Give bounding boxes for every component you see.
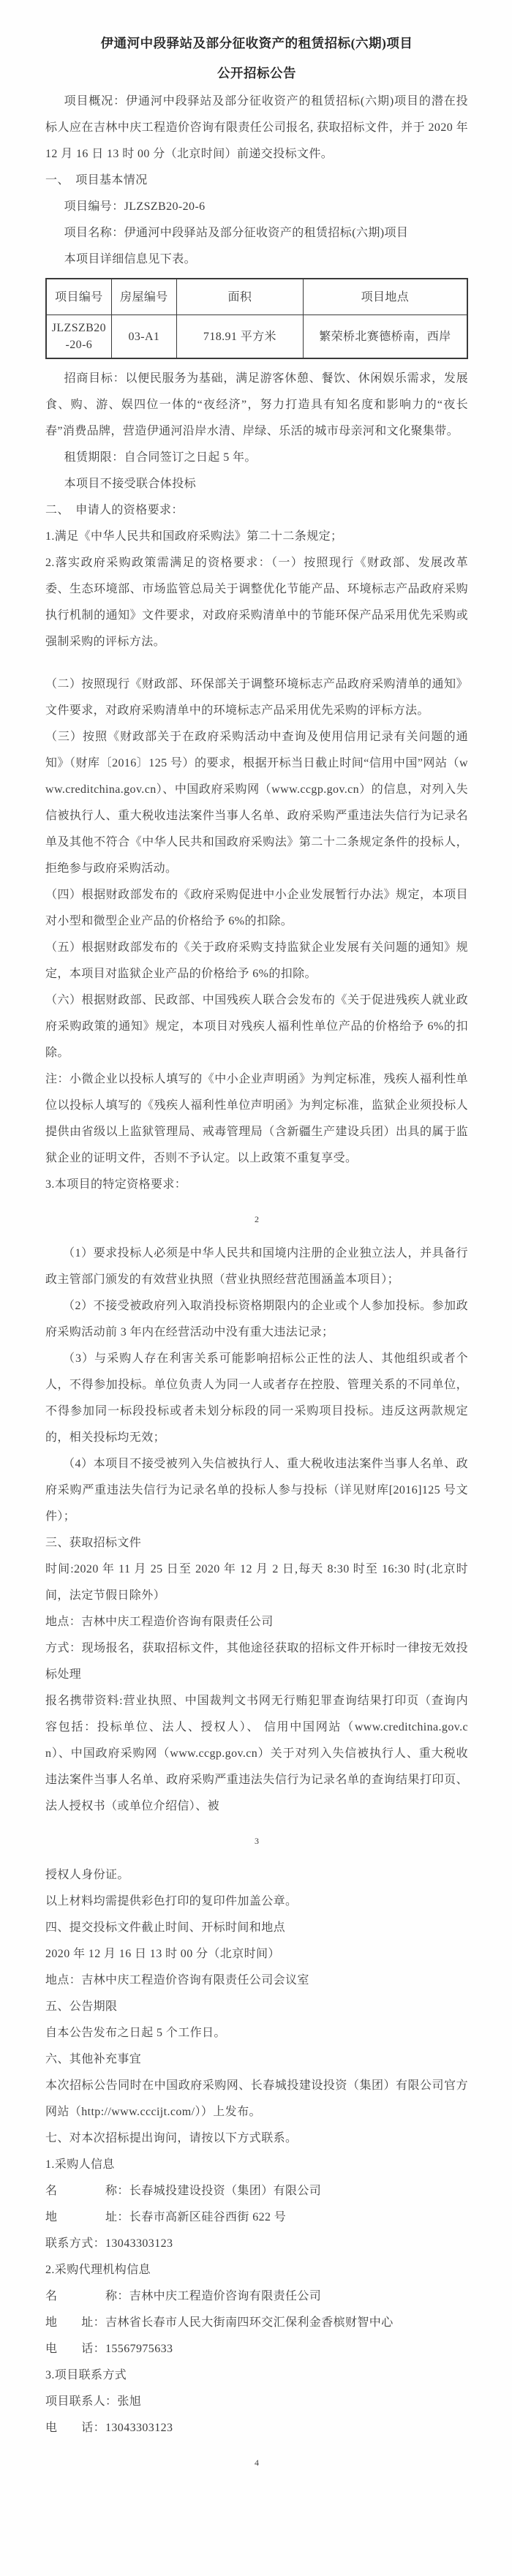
investment-goal-line: 招商目标：以便民服务为基础，满足游客休憩、餐饮、休闲娱乐需求，发展食、购、游、娱四位一体的“夜经济”，努力打造具有知名度和影响力的“夜长春”消费品牌，营造伊通河沿岸水清、岸绿、乐活的城市母亲河和文化聚集带。 xyxy=(45,372,468,437)
project-info-table xyxy=(45,278,468,359)
materials-note-line: 以上材料均需提供彩色打印的复印件加盖公章。 xyxy=(45,1895,298,1907)
specific-requirement-line: （1）要求投标人必须是中华人民共和国境内注册的企业独立法人，并具备行政主管部门颁发的有效营业执照（营业执照经营范围涵盖本项目）； xyxy=(45,1247,468,1286)
qualification-line: （五）根据财政部发布的《关于政府采购支持监狱企业发展有关问题的通知》规定，本项目对监狱企业产品的价格给予 6%的扣除。 xyxy=(45,941,468,980)
cell-project-number: JLZSZB20-20-6 xyxy=(46,315,111,359)
cell-location: 繁荣桥北赛德桥南，西岸 xyxy=(303,315,467,359)
agency-phone-line: 电 话：15567975633 xyxy=(45,2343,173,2355)
table-row xyxy=(46,315,467,359)
specific-requirement-line: （3）与采购人存在利害关系可能影响招标公正性的法人、其他组织或者个人，不得参加投标。单位负责人为同一人或者存在控股、管理关系的不同单位，不得参加同一标段投标或者未划分标段的同一采购项目投标。违反这两款规定的，相关投标均无效； xyxy=(45,1352,468,1444)
page-number: 3 xyxy=(255,1836,259,1846)
qualification-line: 1.满足《中华人民共和国政府采购法》第二十二条规定； xyxy=(45,530,343,543)
cell-house-number: 03-A1 xyxy=(111,315,176,359)
cell-area: 718.91 平方米 xyxy=(177,315,304,359)
project-name-line: 项目名称：伊通河中段驿站及部分征收资产的租赁招标(六期)项目 xyxy=(64,227,409,239)
document-time-line: 时间:2020 年 11 月 25 日至 2020 年 12 月 2 日,每天 8:30 时至 16:30 时(北京时间，法定节假日除外） xyxy=(45,1563,468,1602)
section-heading-5: 五、公告期限 xyxy=(45,2000,118,2013)
page-number: 4 xyxy=(255,2458,259,2468)
project-contact-name-line: 项目联系人：张旭 xyxy=(45,2395,142,2408)
agency-info-heading: 2.采购代理机构信息 xyxy=(45,2264,151,2276)
opening-place-line: 地点：吉林中庆工程造价咨询有限责任公司会议室 xyxy=(45,1974,309,1986)
specific-requirement-line: （4）本项目不接受被列入失信被执行人、重大税收违法案件当事人名单、政府采购严重违法失信行为记录名单的投标人参与投标（详见财库[2016]125 号文件）； xyxy=(45,1458,468,1523)
section-heading-7: 七、对本次招标提出询问，请按以下方式联系。 xyxy=(45,2132,298,2144)
project-number-line: 项目编号：JLZSZB20-20-6 xyxy=(64,200,206,213)
document-method-line: 方式：现场报名，获取招标文件，其他途径获取的招标文件开标时一律按无效投标处理 xyxy=(45,1642,468,1681)
no-consortium-line: 本项目不接受联合体投标 xyxy=(64,478,196,490)
project-contact-heading: 3.项目联系方式 xyxy=(45,2369,127,2381)
specific-requirement-line: （2）不接受被政府列入取消投标资格期限内的企业或个人参加投标。参加政府采购活动前 3 年内在经营活动中没有重大违法记录； xyxy=(45,1300,468,1338)
purchaser-address-line: 地 址：长春市高新区硅谷西街 622 号 xyxy=(45,2211,287,2223)
page-number: 2 xyxy=(255,1214,259,1224)
table-header-row xyxy=(46,279,467,315)
section-heading-6: 六、其他补充事宜 xyxy=(45,2053,142,2065)
section-heading-3: 三、获取招标文件 xyxy=(45,1537,142,1549)
table-intro-line: 本项目详细信息见下表。 xyxy=(64,253,196,265)
specific-qualification-heading: 3.本项目的特定资格要求： xyxy=(45,1178,187,1191)
deadline-line: 2020 年 12 月 16 日 13 时 00 分（北京时间） xyxy=(45,1948,280,1960)
qualification-line: （四）根据财政部发布的《政府采购促进中小企业发展暂行办法》规定，本项目对小型和微型企业产品的价格给予 6%的扣除。 xyxy=(45,889,468,927)
section-heading-4: 四、提交投标文件截止时间、开标时间和地点 xyxy=(45,1921,286,1934)
document-subtitle: 公开招标公告 xyxy=(217,66,296,80)
purchaser-contact-line: 联系方式：13043303123 xyxy=(45,2237,173,2250)
project-contact-phone-line: 电 话：13043303123 xyxy=(45,2422,173,2434)
qualification-line: 2.落实政府采购政策需满足的资格要求：（一）按照现行《财政部、发展改革委、生态环境部、市场监管总局关于调整优化节能产品、环境标志产品政府采购执行机制的通知》文件要求，对政府采购清单中的节能环保产品采用优先采购或强制采购的评标方法。 xyxy=(45,557,468,648)
agency-name-line: 名 称：吉林中庆工程造价咨询有限责任公司 xyxy=(45,2290,322,2302)
registration-materials-line: 报名携带资料:营业执照、中国裁判文书网无行贿犯罪查询结果打印页（查询内容包括：投标单位、法人、授权人）、 信用中国网站（www.creditchina.gov.cn）、中国政府采购网（www.ccgp.gov.cn）关于对列入失信被执行人、重大税收违法案件当事人名单、政府采购严重违法失信行为记录名单的查询结果打印页、法人授权书（或单位介绍信）、被 xyxy=(45,1695,468,1812)
project-overview: 项目概况：伊通河中段驿站及部分征收资产的租赁招标(六期)项目的潜在投标人应在吉林中庆工程造价咨询有限责任公司报名, 获取招标文件，并于 2020 年 12 月 16 日 13 时 00 分（北京时间）前递交投标文件。 xyxy=(45,95,468,160)
qualification-line: （三）按照《财政部关于在政府采购活动中查询及使用信用记录有关问题的通知》（财库〔2016〕125 号）的要求，根据开标当日截止时间“信用中国”网站（www.creditchina.gov.cn）、中国政府采购网（www.ccgp.gov.cn）的信息，对列入失信被执行人、重大税收违法案件当事人名单、政府采购严重违法失信行为记录名单及其他不符合《中华人民共和国政府采购法》第二十二条规定条件的投标人，拒绝参与政府采购活动。 xyxy=(45,731,468,875)
purchaser-name-line: 名 称：长春城投建设投资（集团）有限公司 xyxy=(45,2185,322,2197)
qualification-line: （六）根据财政部、民政部、中国残疾人联合会发布的《关于促进残疾人就业政府采购政策的通知》规定，本项目对残疾人福利性单位产品的价格给予 6%的扣除。 xyxy=(45,994,468,1059)
lease-term-line: 租赁期限：自合同签订之日起 5 年。 xyxy=(64,451,257,464)
table-header-house-number: 房屋编号 xyxy=(111,279,176,315)
document-title: 伊通河中段驿站及部分征收资产的租赁招标(六期)项目 xyxy=(100,36,413,50)
qualification-line: （二）按照现行《财政部、环保部关于调整环境标志产品政府采购清单的通知》文件要求，对政府采购清单中的环境标志产品采用优先采购的评标方法。 xyxy=(45,678,468,717)
document-place-line: 地点：吉林中庆工程造价咨询有限责任公司 xyxy=(45,1616,274,1628)
table-header-project-number: 项目编号 xyxy=(46,279,111,315)
note-line: 注：小微企业以投标人填写的《中小企业声明函》为判定标准，残疾人福利性单位以投标人填写的《残疾人福利性单位声明函》为判定标准，监狱企业须投标人提供由省级以上监狱管理局、戒毒管理局（含新疆生产建设兵团）出具的属于监狱企业的证明文件，否则不予认定。以上政策不重复享受。 xyxy=(45,1073,468,1164)
publication-line: 本次招标公告同时在中国政府采购网、长春城投建设投资（集团）有限公司官方网站（http://www.cccijt.com/））上发布。 xyxy=(45,2079,468,2118)
announcement-period-line: 自本公告发布之日起 5 个工作日。 xyxy=(45,2027,226,2039)
purchaser-info-heading: 1.采购人信息 xyxy=(45,2158,115,2171)
table-header-area: 面积 xyxy=(177,279,304,315)
table-header-location: 项目地点 xyxy=(303,279,467,315)
section-heading-1: 一、 项目基本情况 xyxy=(45,174,148,187)
registration-materials-continued: 授权人身份证。 xyxy=(45,1869,129,1881)
section-heading-2: 二、 申请人的资格要求： xyxy=(45,504,184,516)
agency-address-line: 地 址：吉林省长春市人民大街南四环交汇保利金香槟财智中心 xyxy=(45,2316,394,2329)
